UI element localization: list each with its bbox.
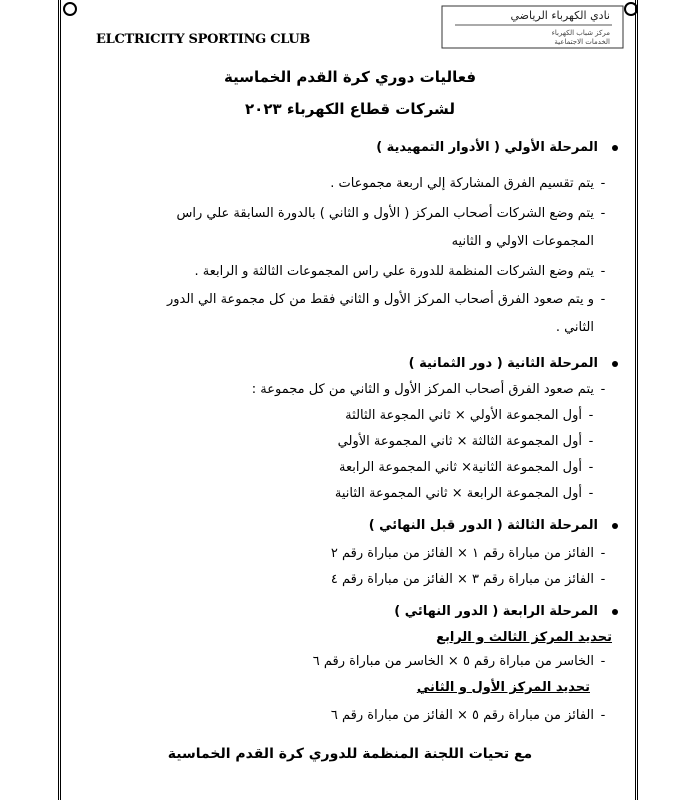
list-item-continuation: الثاني . xyxy=(555,320,594,335)
match-row: -الفائز من مباراة رقم ٥ × الفائز من مباراة رقم ٦ xyxy=(330,708,606,723)
list-item: -يتم وضع الشركات أصحاب المركز ( الأول و الثاني ) بالدورة السابقة علي راس xyxy=(176,206,606,221)
stage2-heading xyxy=(409,356,618,371)
match-row: -أول المجموعة الرابعة × ثاني المجموعة الثانية xyxy=(334,486,594,501)
stage2-heading-text: المرحلة الثانية ( دور الثمانية ) xyxy=(408,356,598,371)
bullet-icon xyxy=(612,361,618,367)
match-row: -أول المجموعة الثالثة × ثاني المجموعة الأولي xyxy=(337,434,594,449)
list-item: -يتم وضع الشركات المنظمة للدورة علي راس المجموعات الثالثة و الرابعة . xyxy=(194,264,606,279)
match-row: -الفائز من مباراة رقم ٣ × الفائز من مباراة رقم ٤ xyxy=(330,572,606,587)
svg-text:مركز شباب الكهرباء: مركز شباب الكهرباء xyxy=(551,29,610,37)
match-row: -أول المجموعة الثانية× ثاني المجموعة الرابعة xyxy=(339,460,594,475)
third-place-label: تحديد المركز الثالث و الرابع xyxy=(436,630,612,645)
stage4-heading-text: المرحلة الرابعة ( الدور النهائي ) xyxy=(394,604,598,619)
list-item: -يتم صعود الفرق أصحاب المركز الأول و الثاني من كل مجموعة : xyxy=(251,382,606,397)
stage3-heading-text: المرحلة الثالثة ( الدور قبل النهائي ) xyxy=(368,518,598,533)
corner-ornament-left xyxy=(63,2,77,16)
match-row: -أول المجموعة الأولي × ثاني المجوعة الثالثة xyxy=(345,408,594,423)
match-row: -الفائز من مباراة رقم ١ × الفائز من مباراة رقم ٢ xyxy=(330,546,606,561)
corner-ornament-right xyxy=(624,2,638,16)
club-logo-stamp xyxy=(440,4,625,50)
document-title-line2: لشركات قطاع الكهرباء ٢٠٢٣ xyxy=(245,100,455,118)
svg-text:نادي الكهرباء الرياضي: نادي الكهرباء الرياضي xyxy=(510,9,610,22)
bullet-icon xyxy=(612,145,618,151)
footer-greeting: مع تحيات اللجنة المنظمة للدوري كرة القدم الخماسية xyxy=(167,746,533,762)
stage1-heading xyxy=(376,140,618,155)
list-item-continuation: المجموعات الاولي و الثانيه xyxy=(451,234,594,249)
bullet-icon xyxy=(612,609,618,615)
bullet-icon xyxy=(612,523,618,529)
list-item: -يتم تقسيم الفرق المشاركة إلي اربعة مجموعات . xyxy=(330,176,606,191)
list-item: -و يتم صعود الفرق أصحاب المركز الأول و الثاني فقط من كل مجموعة الي الدور xyxy=(166,292,606,307)
stage1-heading-text: المرحلة الأولي ( الأدوار التمهيدية ) xyxy=(376,140,598,155)
final-label: تحديد المركز الأول و الثاني xyxy=(416,680,590,695)
document-title-line1: فعاليات دوري كرة القدم الخماسية xyxy=(223,68,477,86)
club-name-english: ELCTRICITY SPORTING CLUB xyxy=(96,32,311,47)
stage4-heading xyxy=(394,604,618,619)
svg-text:الخدمات الاجتماعية: الخدمات الاجتماعية xyxy=(554,38,610,46)
match-row: -الخاسر من مباراة رقم ٥ × الخاسر من مباراة رقم ٦ xyxy=(312,654,606,669)
stage3-heading xyxy=(369,518,618,533)
